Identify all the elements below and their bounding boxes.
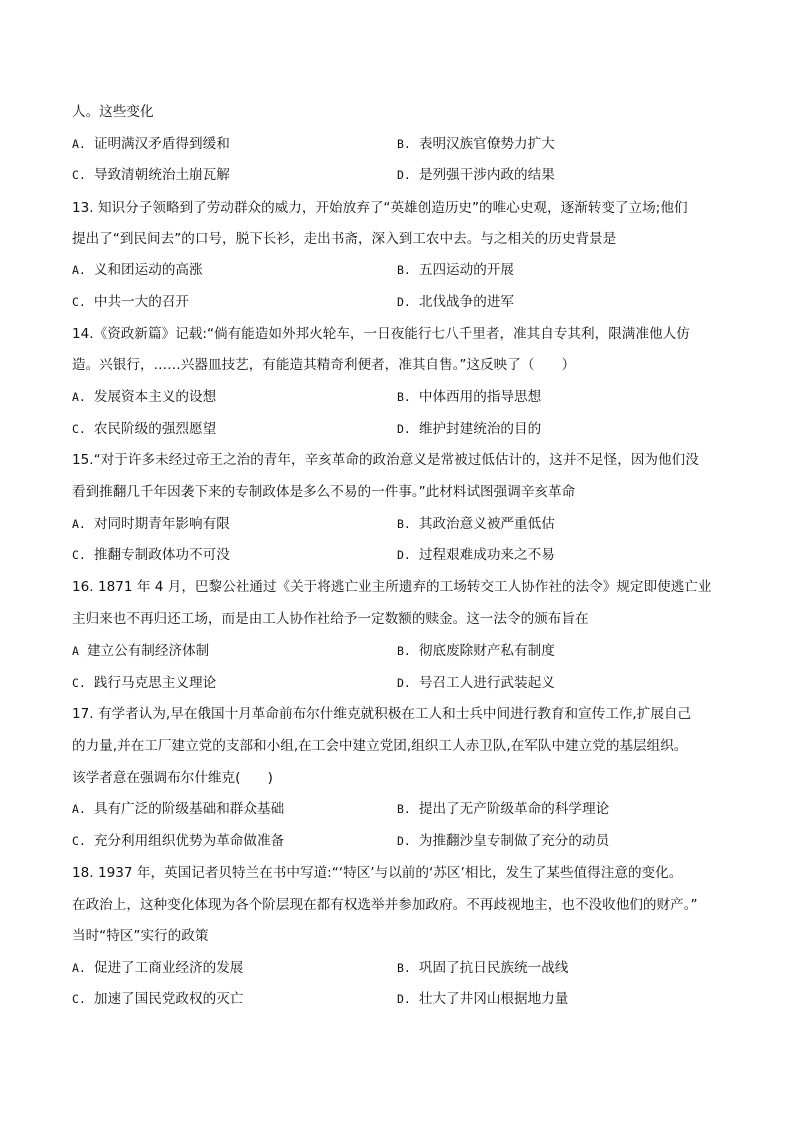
option-text: 过程艰难成功来之不易	[418, 547, 555, 563]
option-letter: B.	[397, 390, 411, 404]
q15-option-b	[397, 513, 555, 535]
q16-stem-line-2: 主归来也不再归还工场，而是由工人协作社给予一定数额的赎金。这一法令的颁布旨在	[72, 611, 589, 627]
q12-option-b	[397, 133, 555, 155]
q14-stem-line-1: 14.《资政新篇》记载:“倘有能造如外邦火轮车，一日夜能行七八千里者，准其自专其利，限满准他人仿	[72, 326, 690, 342]
q15-option-a	[72, 513, 230, 535]
q18-option-b	[397, 957, 568, 979]
q17-option-b	[397, 798, 609, 820]
option-letter: A.	[72, 390, 86, 404]
option-letter: C.	[72, 992, 86, 1006]
option-text: 对同时期青年影响有限	[93, 516, 230, 532]
q13-option-d	[397, 291, 514, 313]
option-letter: A	[72, 644, 79, 658]
option-letter: D.	[397, 422, 411, 436]
option-text: 发展资本主义的设想	[93, 389, 217, 405]
q18-option-a	[72, 957, 243, 979]
q18-stem-line-1: 18. 1937 年，英国记者贝特兰在书中写道:“‘特区’与以前的‘苏区’相比，发生了某些值得注意的变化。	[72, 865, 683, 881]
q16-stem-line-1: 16. 1871 年 4 月，巴黎公社通过《关于将逃亡业主所遗弃的工场转交工人协作社的法令》规定即使逃亡业	[72, 579, 712, 595]
option-letter: D.	[397, 548, 411, 562]
q12-option-a	[72, 133, 230, 155]
q17-stem-line-2: 的力量,并在工厂建立党的支部和小组,在工会中建立党团,组织工人赤卫队,在军队中建立党的基层组织。	[72, 738, 688, 754]
option-text: 践行马克思主义理论	[93, 675, 217, 691]
option-text: 五四运动的开展	[418, 262, 515, 278]
option-letter: C.	[72, 422, 86, 436]
option-letter: C.	[72, 548, 86, 562]
option-letter: D.	[397, 168, 411, 182]
option-text: 导致清朝统治土崩瓦解	[93, 167, 230, 183]
option-letter: D.	[397, 992, 411, 1006]
option-letter: A.	[72, 961, 86, 975]
option-text: 为推翻沙皇专制做了充分的动员	[418, 833, 610, 849]
q18-stem-line-3: 当时“特区”实行的政策	[72, 928, 209, 944]
q17-option-a	[72, 798, 284, 820]
option-letter: B.	[397, 961, 411, 975]
option-text: 具有广泛的阶级基础和群众基础	[93, 801, 285, 817]
option-text: 促进了工商业经济的发展	[93, 960, 244, 976]
option-letter: B.	[397, 802, 411, 816]
q14-option-b	[397, 386, 541, 408]
question-continuation: 人。这些变化	[72, 104, 154, 120]
option-text: 中共一大的召开	[93, 294, 190, 310]
q13-option-a	[72, 259, 203, 281]
q17-stem-line-1: 17. 有学者认为,早在俄国十月革命前布尔什维克就积极在工人和士兵中间进行教育和宣传工作,扩展自己	[72, 706, 692, 722]
q14-option-d	[397, 418, 541, 440]
q18-stem-line-2: 在政治上，这种变化体现为各个阶层现在都有权选举并参加政府。不再歧视地主，也不没收他们的财产。”	[72, 897, 698, 913]
q14-stem-line-2: 造。兴银行，……兴器皿技艺，有能造其精奇利便者，准其自售。”这反映了（ ）	[72, 357, 576, 373]
option-letter: A.	[72, 517, 86, 531]
q13-stem-line-1: 13. 知识分子领略到了劳动群众的威力，开始放弃了“英雄创造历史”的唯心史观，逐渐转变了立场;他们	[72, 200, 688, 216]
option-text: 是列强干涉内政的结果	[418, 167, 555, 183]
q17-option-c	[72, 830, 284, 852]
q14-option-a	[72, 386, 216, 408]
option-text: 维护封建统治的目的	[418, 421, 542, 437]
option-text: 推翻专制政体功不可没	[93, 547, 230, 563]
option-text: 其政治意义被严重低估	[418, 516, 555, 532]
option-letter: C.	[72, 676, 86, 690]
option-text: 表明汉族官僚势力扩大	[418, 136, 555, 152]
q18-option-d	[397, 988, 568, 1010]
q13-option-c	[72, 291, 189, 313]
q16-option-c	[72, 672, 216, 694]
option-text: 加速了国民党政权的灭亡	[93, 991, 244, 1007]
option-letter: C.	[72, 834, 86, 848]
q15-stem-line-1: 15.“对于许多未经过帝王之治的青年，辛亥革命的政治意义是常被过低估计的，这并不足怪，因为他们没	[72, 452, 699, 468]
q18-option-c	[72, 988, 243, 1010]
q15-option-d	[397, 544, 555, 566]
option-text: 壮大了井冈山根据地力量	[418, 991, 569, 1007]
option-text: 北伐战争的进军	[418, 294, 515, 310]
q13-option-b	[397, 259, 514, 281]
q15-stem-line-2: 看到推翻几千年因袭下来的专制政体是多么不易的一件事。”此材料试图强调辛亥革命	[72, 484, 576, 500]
option-text: 充分利用组织优势为革命做准备	[93, 833, 285, 849]
option-text: 建立公有制经济体制	[86, 643, 210, 659]
option-letter: D.	[397, 295, 411, 309]
q12-option-d	[397, 164, 555, 186]
option-letter: C.	[72, 168, 86, 182]
option-text: 证明满汉矛盾得到缓和	[93, 136, 230, 152]
option-letter: B.	[397, 644, 411, 658]
option-text: 巩固了抗日民族统一战线	[418, 960, 569, 976]
option-letter: B.	[397, 137, 411, 151]
q16-option-d	[397, 672, 555, 694]
option-letter: D.	[397, 676, 411, 690]
q16-option-a	[72, 640, 209, 662]
q17-option-d	[397, 830, 609, 852]
option-letter: B.	[397, 517, 411, 531]
option-text: 农民阶级的强烈愿望	[93, 421, 217, 437]
q12-option-c	[72, 164, 230, 186]
option-letter: A.	[72, 137, 86, 151]
option-text: 彻底废除财产私有制度	[418, 643, 555, 659]
option-letter: A.	[72, 802, 86, 816]
option-letter: D.	[397, 834, 411, 848]
option-text: 号召工人进行武装起义	[418, 675, 555, 691]
q14-option-c	[72, 418, 216, 440]
q16-option-b	[397, 640, 555, 662]
option-text: 义和团运动的高涨	[93, 262, 203, 278]
option-letter: B.	[397, 263, 411, 277]
q17-stem-line-3: 该学者意在强调布尔什维克( )	[72, 770, 273, 786]
option-letter: A.	[72, 263, 86, 277]
q13-stem-line-2: 提出了“到民间去”的口号，脱下长衫，走出书斋，深入到工农中去。与之相关的历史背景是	[72, 231, 617, 247]
option-text: 中体西用的指导思想	[418, 389, 542, 405]
option-text: 提出了无产阶级革命的科学理论	[418, 801, 610, 817]
q15-option-c	[72, 544, 230, 566]
option-letter: C.	[72, 295, 86, 309]
